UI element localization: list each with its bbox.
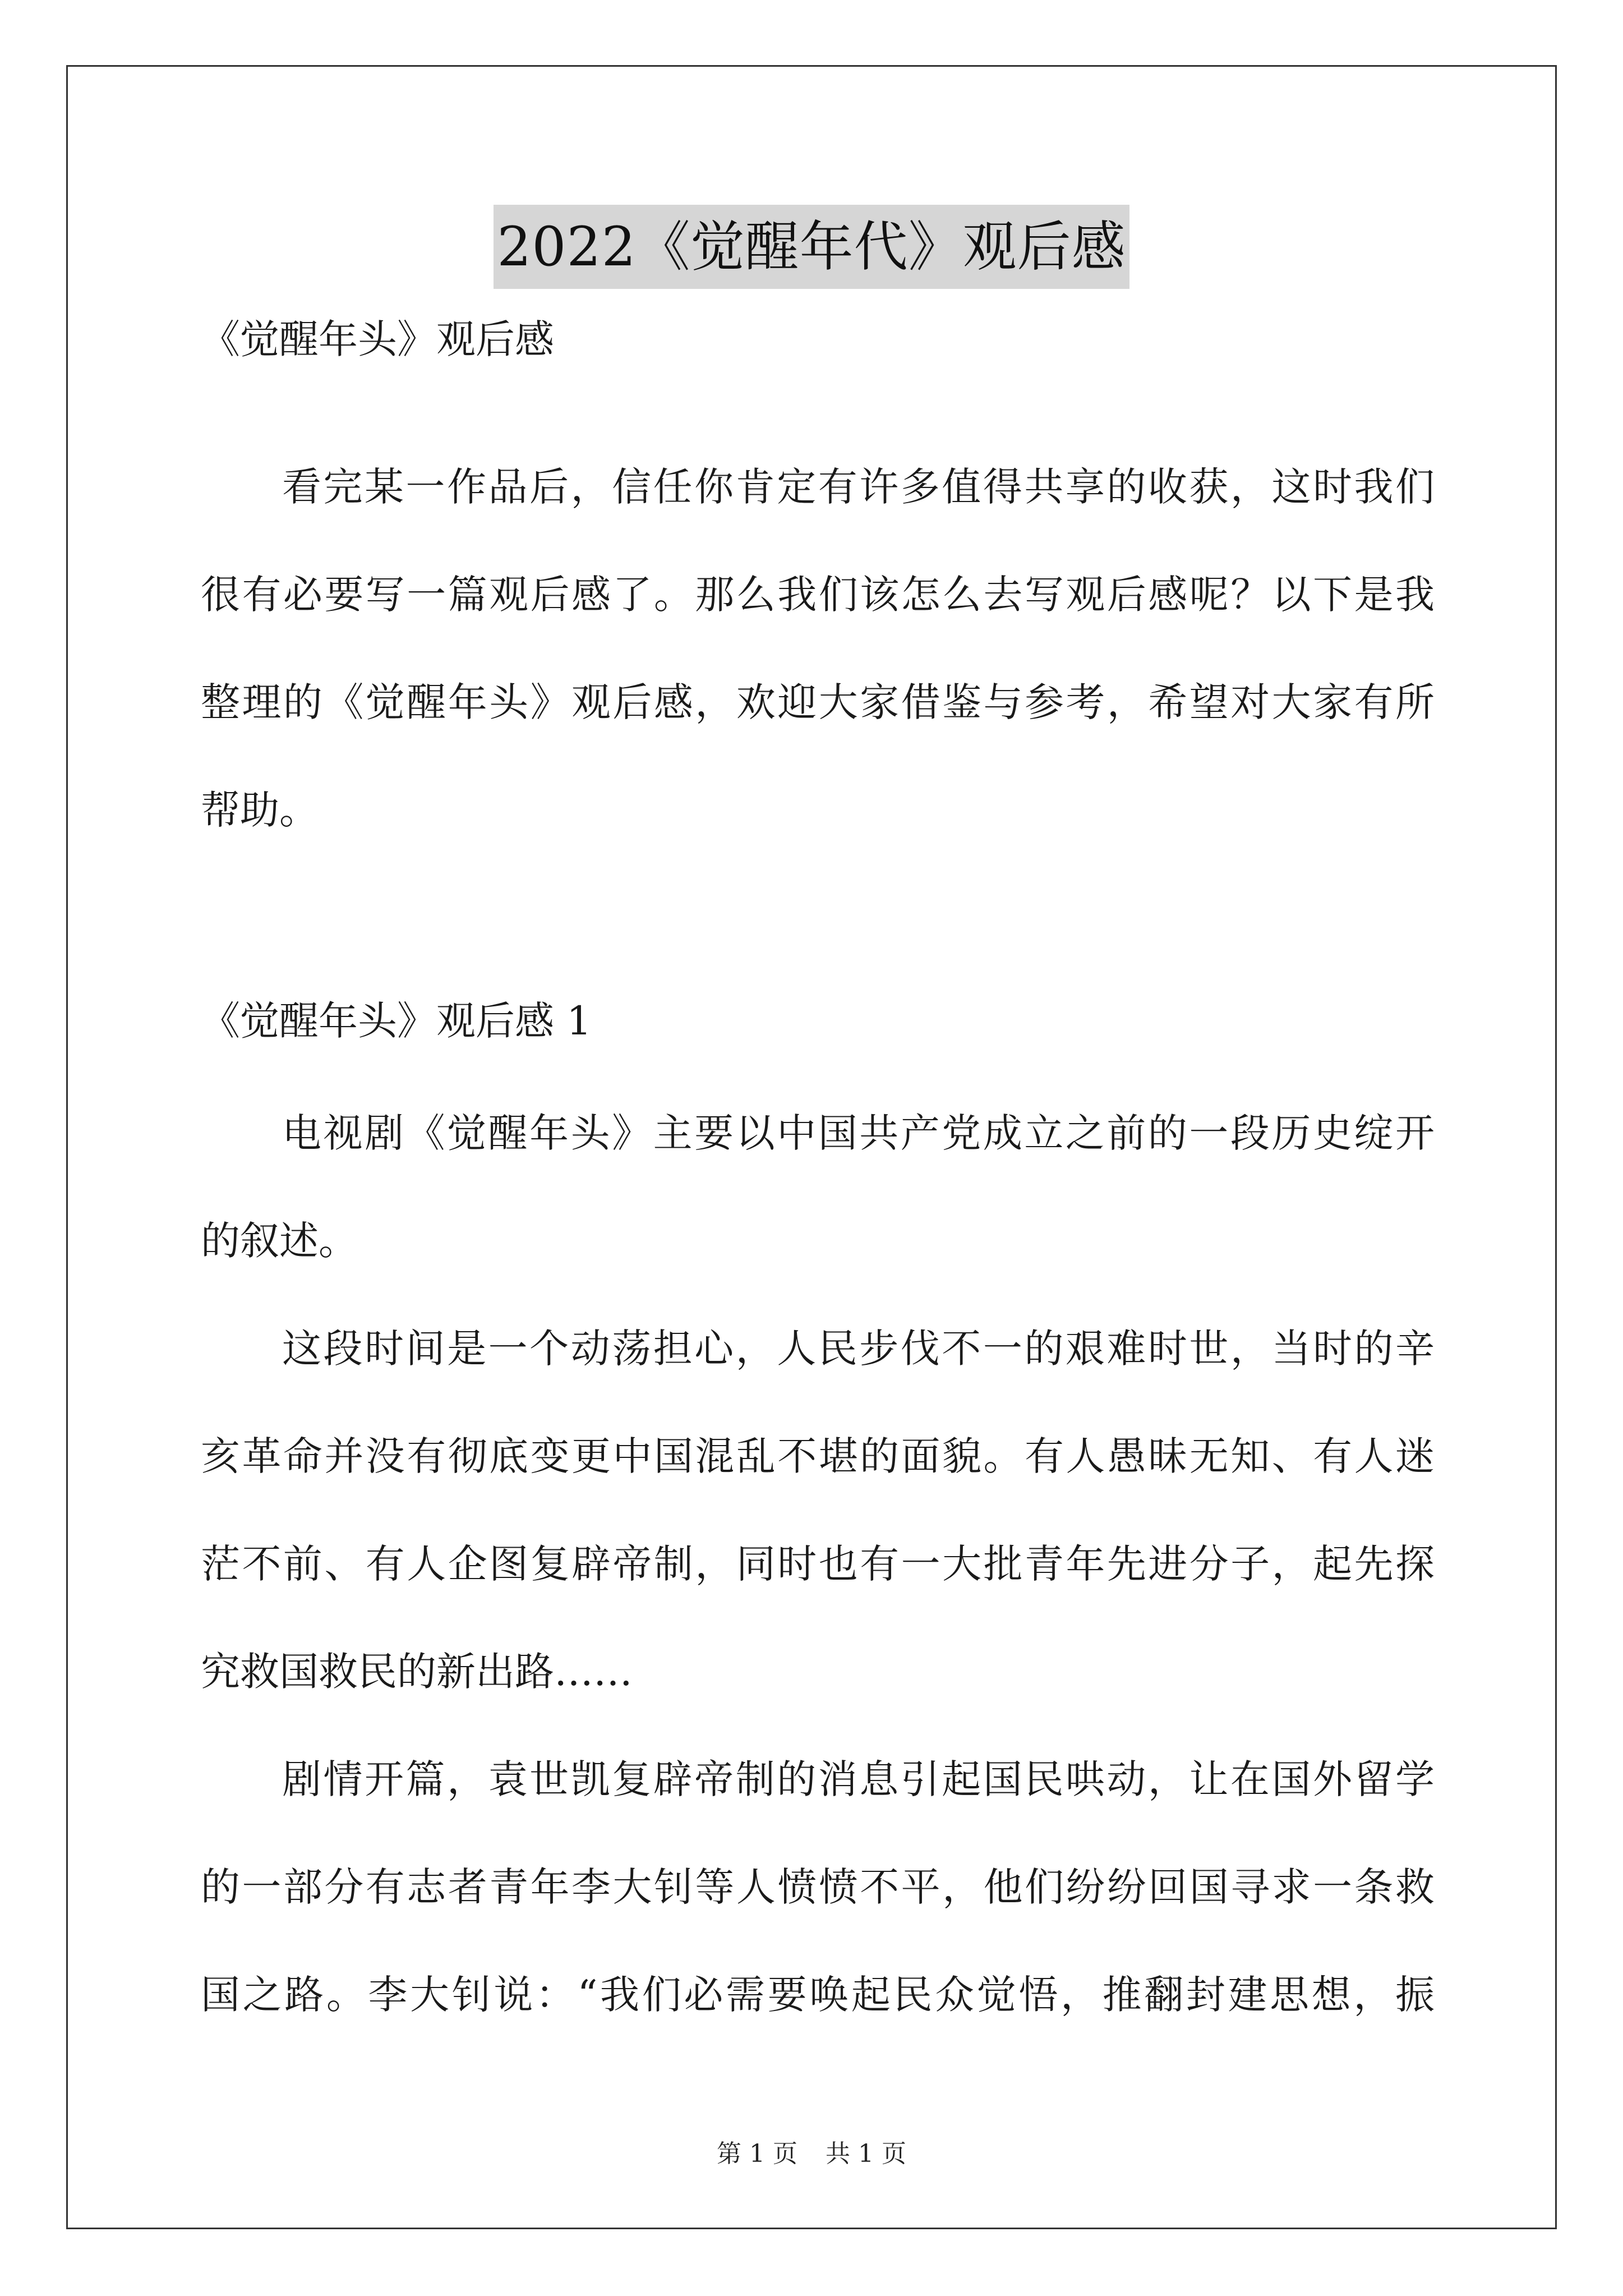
- page-number: 第 1 页: [717, 2139, 797, 2168]
- p2-line-2: 亥革命并没有彻底变更中国混乱不堪的面貌。有人愚昧无知、有人迷: [201, 1433, 1435, 1479]
- intro-line-3: 整理的《觉醒年头》观后感，欢迎大家借鉴与参考，希望对大家有所: [201, 679, 1435, 725]
- intro-line-1: 看完某一作品后，信任你肯定有许多值得共享的收获，这时我们: [282, 464, 1435, 510]
- section-heading: 《觉醒年头》观后感 1: [201, 998, 592, 1044]
- intro-line-2: 很有必要写一篇观后感了。那么我们该怎么去写观后感呢？以下是我: [201, 572, 1435, 618]
- p2-line-3: 茫不前、有人企图复辟帝制，同时也有一大批青年先进分子，起先探: [201, 1541, 1435, 1587]
- subtitle: 《觉醒年头》观后感: [201, 316, 554, 362]
- intro-line-4: 帮助。: [201, 787, 319, 833]
- p2-line-1: 这段时间是一个动荡担心，人民步伐不一的艰难时世，当时的辛: [282, 1326, 1435, 1372]
- page-total: 共 1 页: [826, 2139, 906, 2168]
- p3-line-2: 的一部分有志者青年李大钊等人愤愤不平，他们纷纷回国寻求一条救: [201, 1864, 1435, 1910]
- p3-line-3: 国之路。李大钊说：“我们必需要唤起民众觉悟，推翻封建思想，振: [201, 1972, 1435, 2018]
- title-container: [0, 205, 1623, 289]
- p2-line-4: 究救国救民的新出路……: [201, 1649, 633, 1695]
- p3-line-1: 剧情开篇，袁世凯复辟帝制的消息引起国民哄动，让在国外留学: [282, 1756, 1435, 1802]
- document-title: 2022《觉醒年代》观后感: [494, 205, 1129, 289]
- p1-line-2: 的叙述。: [201, 1218, 358, 1264]
- page-footer: [0, 2137, 1623, 2171]
- p1-line-1: 电视剧《觉醒年头》主要以中国共产党成立之前的一段历史绽开: [282, 1110, 1435, 1156]
